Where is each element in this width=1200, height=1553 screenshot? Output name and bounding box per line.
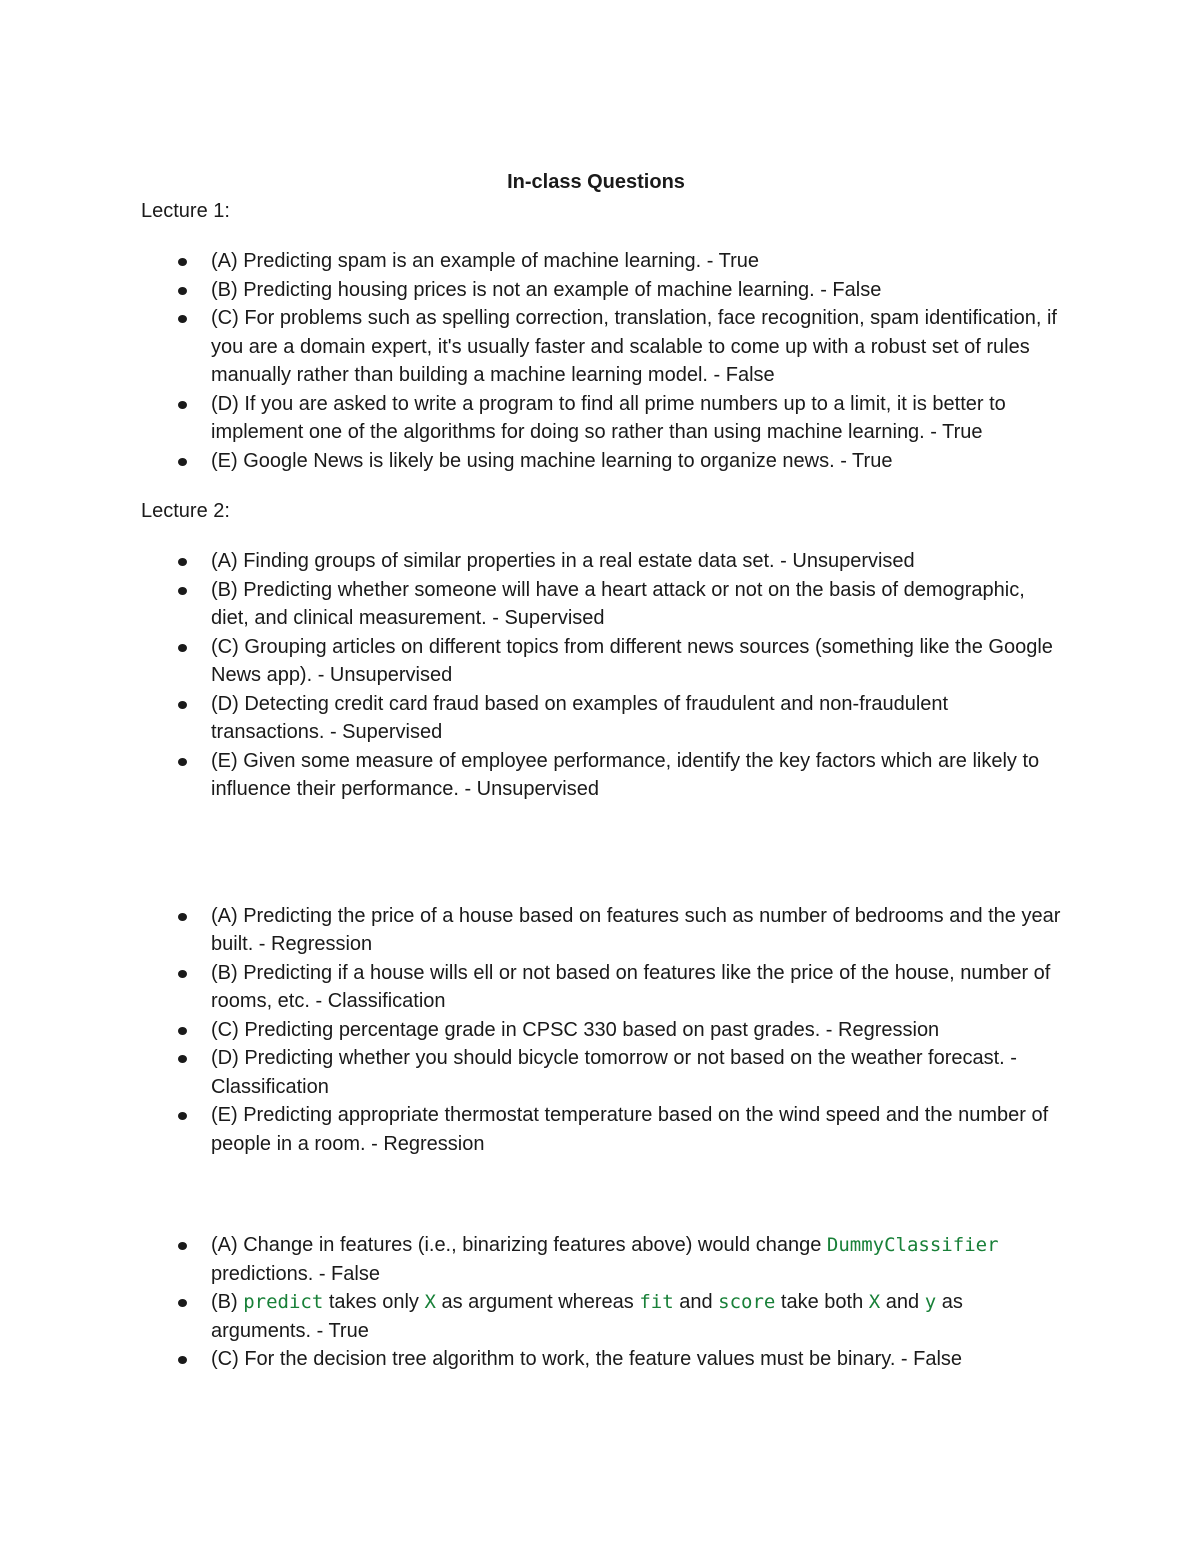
list-item-text: and [673, 1291, 719, 1313]
bullet-icon [178, 758, 187, 766]
list-item [141, 276, 1061, 305]
list-item [141, 747, 1061, 804]
bullet-icon [178, 315, 187, 323]
section-spacer [141, 1158, 1061, 1222]
list-item-text: (B) [211, 1291, 244, 1313]
list-item-text: (B) Predicting if a house wills ell or not based on features like the price of the house, number of rooms, etc. - Classification [211, 961, 1051, 1012]
bullet-icon [178, 401, 187, 409]
lecture-1-heading: Lecture 1: [141, 200, 230, 222]
list-item-text: and [880, 1291, 925, 1313]
code-dummyclassifier: DummyClassifier [826, 1234, 999, 1256]
bullet-icon [178, 287, 187, 295]
lecture-2-list [141, 547, 1061, 804]
list-item-text: (B) Predicting housing prices is not an example of machine learning. - False [211, 278, 882, 301]
bullet-icon [178, 587, 187, 595]
document-page [141, 168, 1061, 1374]
list-item [141, 1231, 1061, 1288]
list-item-text: takes only [323, 1291, 425, 1313]
list-item-text: (D) Predicting whether you should bicycle tomorrow or not based on the weather forecast. - Classification [211, 1047, 1017, 1098]
list-item-text: (A) Predicting spam is an example of machine learning. - True [211, 250, 760, 272]
bullet-icon [178, 644, 187, 652]
bullet-icon [178, 1112, 187, 1120]
code-x: X [424, 1291, 436, 1313]
list-item-text: (C) Grouping articles on different topics from different news sources (something like the Google News app). - Unsupervised [211, 635, 1053, 686]
bullet-icon [178, 1356, 187, 1364]
code-x: X [868, 1291, 881, 1313]
list-item-text: (C) Predicting percentage grade in CPSC 330 based on past grades. - Regression [211, 1018, 940, 1041]
list-item-text: (C) For problems such as spelling correction, translation, face recognition, spam identification, if you are a domain expert, it's usually faster and scalable to come up with a robust set of rules manually rather than building a machine learning model. - False [211, 307, 1057, 386]
list-item [141, 1044, 1061, 1101]
code-predict: predict [243, 1291, 324, 1313]
list-item-text: (D) Detecting credit card fraud based on examples of fraudulent and non-fraudulent transactions. - Supervised [211, 692, 949, 743]
list-item-text: take both [775, 1291, 869, 1313]
list-item [141, 547, 1061, 576]
list-item [141, 304, 1061, 390]
list-item [141, 1345, 1061, 1374]
list-item [141, 959, 1061, 1016]
list-item [141, 1288, 1061, 1345]
list-item [141, 576, 1061, 633]
code-question-list [141, 1231, 1061, 1374]
lecture-2-heading: Lecture 2: [141, 500, 230, 522]
bullet-icon [178, 258, 187, 266]
list-item-text: as arguments. - True [211, 1291, 963, 1342]
list-item [141, 690, 1061, 747]
list-item [141, 247, 1061, 276]
page-title: In-class Questions [507, 171, 685, 193]
list-item-text: (E) Predicting appropriate thermostat temperature based on the wind speed and the number of people in a room. - Regression [211, 1104, 1049, 1155]
regression-list [141, 902, 1061, 1159]
list-item [141, 1016, 1061, 1045]
list-item-text: (E) Given some measure of employee performance, identify the key factors which are likely to influence their performance. - Unsupervised [211, 749, 1040, 800]
code-fit: fit [639, 1291, 674, 1313]
list-item [141, 1101, 1061, 1158]
bullet-icon [178, 970, 187, 978]
list-item-text: (E) Google News is likely be using machine learning to organize news. - True [211, 449, 893, 472]
bullet-icon [178, 913, 187, 921]
lecture-1-list [141, 247, 1061, 475]
bullet-icon [178, 701, 187, 709]
list-item [141, 390, 1061, 447]
list-item-text: (A) Finding groups of similar properties in a real estate data set. - Unsupervised [211, 550, 915, 572]
code-score: score [718, 1291, 776, 1313]
list-item [141, 902, 1061, 959]
list-item-text: as argument whereas [435, 1291, 640, 1313]
bullet-icon [178, 558, 187, 566]
section-spacer [141, 804, 1061, 868]
bullet-icon [178, 1055, 187, 1063]
list-item-text: (C) For the decision tree algorithm to work, the feature values must be binary. - False [211, 1348, 963, 1370]
bullet-icon [178, 1027, 187, 1035]
list-item-text: (D) If you are asked to write a program to find all prime numbers up to a limit, it is better to implement one of the algorithms for doing so rather than using machine learning. - True [211, 392, 1006, 443]
list-item-text: (B) Predicting whether someone will have a heart attack or not on the basis of demographic, diet, and clinical measurement. - Supervised [211, 578, 1025, 629]
list-item-text: predictions. - False [211, 1262, 380, 1285]
list-item [141, 633, 1061, 690]
list-item [141, 447, 1061, 476]
list-item-text: (A) Predicting the price of a house based on features such as number of bedrooms and the year built. - Regression [211, 904, 1061, 955]
list-item-text: (A) Change in features (i.e., binarizing features above) would change [211, 1234, 827, 1256]
code-y: y [924, 1291, 937, 1313]
bullet-icon [178, 1242, 187, 1250]
bullet-icon [178, 458, 187, 466]
bullet-icon [178, 1299, 187, 1307]
